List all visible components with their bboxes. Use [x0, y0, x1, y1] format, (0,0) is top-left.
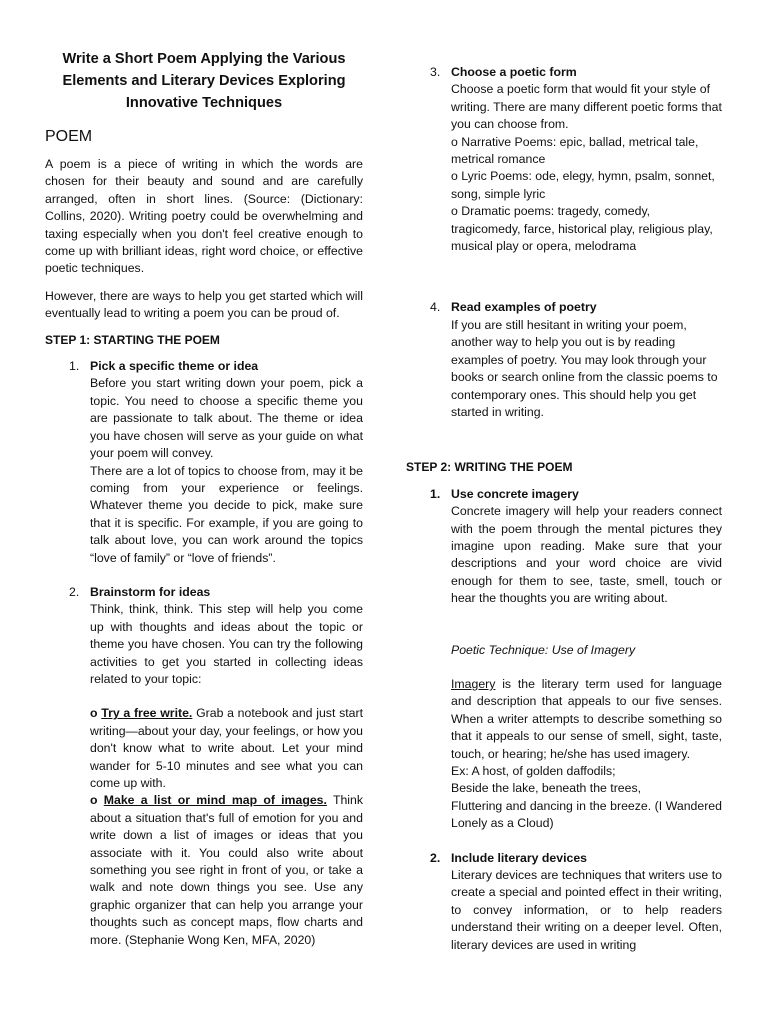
- item-title: Include literary devices: [451, 850, 588, 865]
- imagery-definition: [451, 676, 722, 763]
- item-title: Brainstorm for ideas: [90, 584, 211, 599]
- example-line: Beside the lake, beneath the trees,: [451, 781, 642, 796]
- technique-label: Poetic Technique: Use of Imagery: [451, 642, 636, 657]
- item-paragraph: There are a lot of topics to choose from, may it be coming from your experience or feelings. Whatever theme you decide to pick, make sure that it is specific. For example, if you are going to talk about love, you can work around the topics “love of family” or “love of friends”.: [90, 463, 363, 565]
- item-number: 4.: [430, 300, 441, 315]
- item-number: 1.: [69, 359, 80, 374]
- list-item-read-examples: [406, 299, 722, 421]
- item-paragraph: Choose a poetic form that would fit your style of writing. There are many different poetic forms that you can choose from.: [451, 82, 722, 132]
- bullet-free-write: [90, 705, 363, 792]
- list-item-literary-devices: [406, 850, 722, 954]
- mind-map-link[interactable]: Make a list or mind map of images.: [103, 793, 327, 808]
- item-number: 2.: [69, 584, 80, 599]
- item-paragraph: Think, think, think. This step will help you come up with thoughts and ideas about the topic or theme you have chosen. You can try the following activities to get you started in collecting ideas related to your topic:: [90, 602, 363, 686]
- list-item-brainstorm: [45, 584, 363, 949]
- bullet-mind-map: [90, 792, 363, 949]
- item-number: 2.: [430, 850, 441, 865]
- intro-paragraph-1: A poem is a piece of writing in which the words are chosen for their beauty and sound and are carefully arranged, often in short lines. (Source: (Dictionary: Collins, 2020). Writing poetry could be overwhelming and taxing especially when you don't feel creative enough to come up with brilliant ideas, right word choice, or effective poetic techniques.: [45, 157, 363, 276]
- list-item-poetic-form: [406, 64, 722, 255]
- bullet-text: Grab a notebook and just start writing—about your day, your feelings, or how you don't know what to write about. Let your mind wander for 5-10 minutes and see what you can come up with.: [90, 706, 363, 790]
- page-title: Write a Short Poem Applying the Various Elements and Literary Devices Exploring Innovative Techniques: [62, 51, 346, 111]
- item-paragraph: Before you start writing down your poem, pick a topic. You need to choose a specific theme you are passionate to talk about. The theme or idea you have chosen will serve as your guide on what your poem will convey.: [90, 376, 363, 461]
- intro-paragraph-2: However, there are ways to help you get started which will eventually lead to writing a poem you can be proud of.: [45, 288, 363, 321]
- bullet-marker: o: [90, 706, 98, 721]
- item-title: Use concrete imagery: [451, 486, 579, 501]
- item-paragraph: Literary devices are techniques that writers use to create a special and pointed effect in their writing, to convey information, or to help readers understand their writing on a deeper level. Often, literary devices are used in writing: [451, 868, 722, 952]
- item-title: Pick a specific theme or idea: [90, 359, 259, 374]
- item-number: 3.: [430, 65, 441, 79]
- bullet-text: Think about a situation that's full of emotion for you and write down a list of images or ideas that you associate with it. You could also write about something you see right in front of you, or take a walk and note down things you see. Use any graphic organizer that can help you arrange your thoughts such as concept maps, flow charts and more. (Stephanie Wong Ken, MFA, 2020): [90, 793, 364, 947]
- free-write-link[interactable]: Try a free write.: [101, 706, 193, 721]
- example-line: Ex: A host, of golden daffodils;: [451, 764, 616, 778]
- step-1-heading: STEP 1: STARTING THE POEM: [45, 332, 220, 347]
- list-item-imagery: [406, 486, 722, 833]
- right-column: [406, 64, 722, 954]
- item-title: Read examples of poetry: [451, 300, 597, 315]
- bullet-marker: o: [90, 793, 98, 808]
- step-2-heading: STEP 2: WRITING THE POEM: [406, 460, 573, 475]
- example-line: Fluttering and dancing in the breeze. (I Wandered Lonely as a Cloud): [451, 798, 722, 831]
- form-option: o Narrative Poems: epic, ballad, metrical tale, metrical romance: [451, 134, 699, 167]
- item-paragraph: If you are still hesitant in writing your poem, another way to help you out is by reading examples of poetry. You may look through your books or search online from the classic poems to contemporary ones. This should help you get started in writing.: [451, 317, 718, 419]
- poem-heading: POEM: [45, 128, 93, 145]
- item-title: Choose a poetic form: [451, 65, 577, 79]
- item-paragraph: Concrete imagery will help your readers connect with the poem through the mental pictures they imagine upon reading. Make sure that your descriptions and your word choice are vivid enough for them to see, taste, smell, touch or hear the thoughts you are writing about.: [451, 504, 722, 606]
- item-number: 1.: [430, 486, 441, 501]
- left-column: [45, 48, 363, 949]
- imagery-term: Imagery: [451, 676, 496, 691]
- list-item-theme: [45, 358, 363, 567]
- form-option: o Lyric Poems: ode, elegy, hymn, psalm, sonnet, song, simple lyric: [451, 169, 715, 201]
- definition-text: is the literary term used for language and description that appeals to our five senses. When a writer attempts to describe something so that it appeals to our sense of smell, sight, taste, touch, or hearing; he/she has used imagery.: [451, 676, 722, 761]
- form-option: o Dramatic poems: tragedy, comedy, tragicomedy, farce, historical play, religious play, musical play or opera, melodrama: [451, 204, 713, 254]
